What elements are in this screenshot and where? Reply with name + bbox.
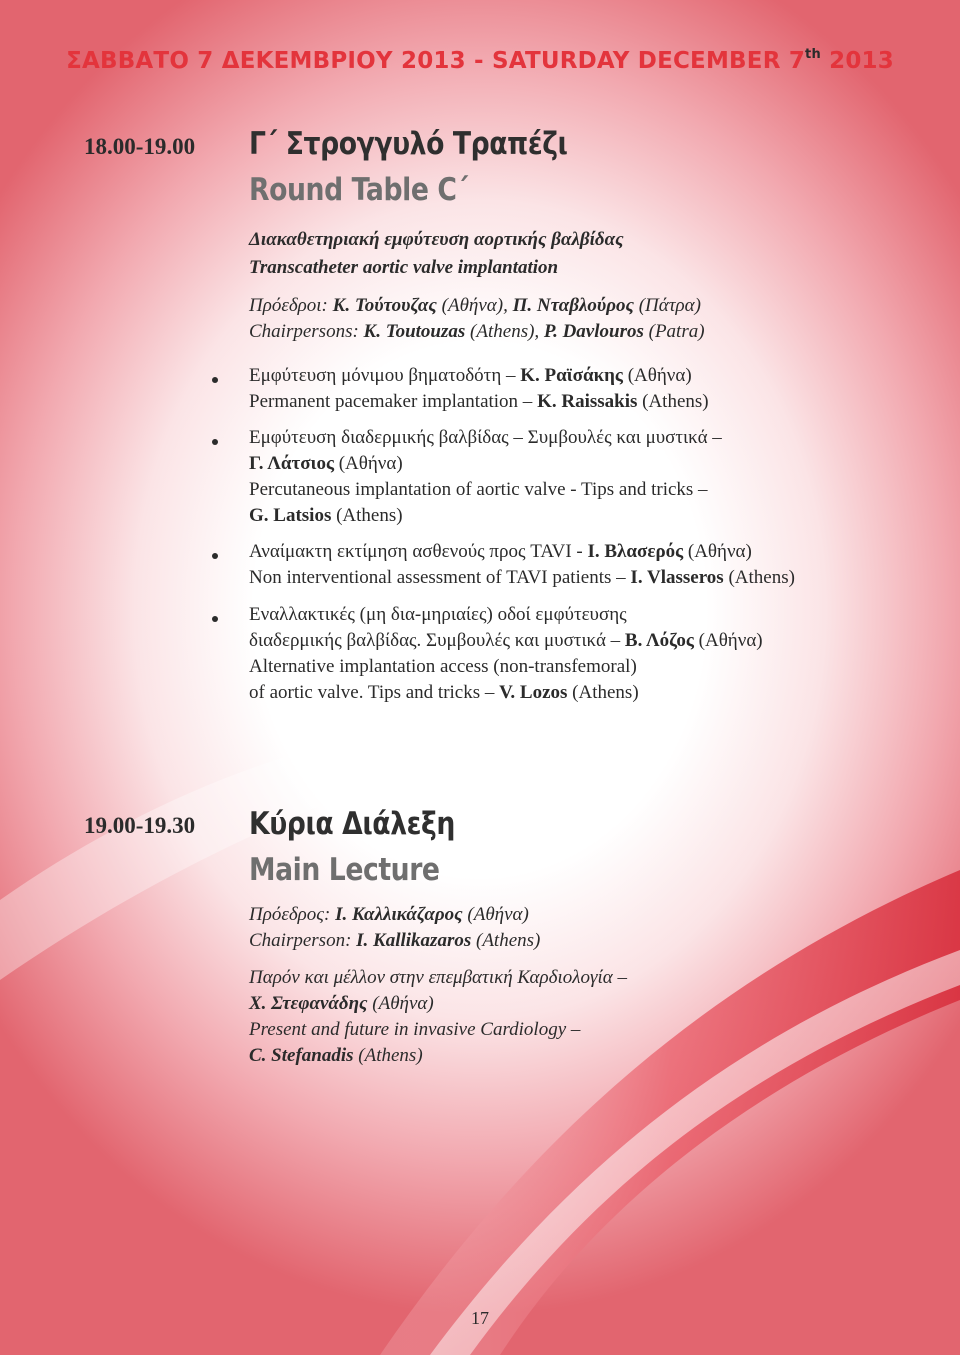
talk-text: Εμφύτευση μόνιμου βηματοδότη – (249, 365, 521, 386)
chairpersons-greek (249, 295, 701, 317)
bullet-icon (212, 616, 218, 622)
session-subtitle-english: Transcatheter aortic valve implantation (249, 257, 559, 278)
chairperson-english (249, 930, 540, 952)
chair-place: (Αθήνα) (462, 904, 529, 925)
speaker-name: Γ. Λάτσιος (249, 453, 334, 474)
lecture-speaker-english (249, 1045, 423, 1067)
chair-name: I. Kallikazaros (356, 930, 472, 951)
session-title-english: Main Lecture (249, 852, 440, 888)
talk-text: Permanent pacemaker implantation – (249, 391, 538, 412)
lecture-speaker-greek (249, 993, 434, 1015)
chair-name: Ι. Καλλικάζαρος (335, 904, 463, 925)
speaker-place: (Athens) (637, 391, 709, 412)
chair-name: K. Toutouzas (363, 321, 466, 342)
bullet-icon (212, 377, 218, 383)
header-english-date: SATURDAY DECEMBER 7 (491, 48, 806, 74)
talk-line: Εμφύτευση διαδερμικής βαλβίδας – Συμβουλές και μυστικά – (249, 427, 722, 448)
chair-name: Π. Νταβλούρος (512, 295, 634, 316)
talk-line (249, 391, 709, 413)
bullet-icon (212, 553, 218, 559)
chair-place: (Αθήνα), (436, 295, 513, 316)
speaker-name: K. Raissakis (537, 391, 638, 412)
talk-line (249, 682, 639, 704)
speaker-place: (Αθήνα) (333, 453, 403, 474)
speaker-place: (Athens) (567, 682, 639, 703)
chair-prefix: Πρόεδροι: (249, 295, 333, 316)
chair-prefix: Chairperson: (249, 930, 357, 951)
talk-text: Αναίμακτη εκτίμηση ασθενούς προς TAVI - (249, 541, 588, 562)
chair-prefix: Chairpersons: (249, 321, 364, 342)
speaker-place: (Αθήνα) (693, 630, 763, 651)
speaker-name: V. Lozos (499, 682, 568, 703)
lecture-title-greek: Παρόν και μέλλον στην επεμβατική Καρδιολογία – (249, 967, 627, 988)
session-time: 19.00-19.30 (84, 813, 196, 838)
speaker-name: Χ. Στεφανάδης (249, 993, 368, 1014)
talk-text: Non interventional assessment of TAVI patients – (249, 567, 631, 588)
session-subtitle-greek: Διακαθετηριακή εμφύτευση αορτικής βαλβίδας (249, 229, 624, 250)
chair-place: (Πάτρα) (633, 295, 701, 316)
page-number: 17 (471, 1308, 489, 1328)
speaker-place: (Αθήνα) (683, 541, 752, 562)
page-header (0, 47, 960, 74)
talk-line (249, 365, 692, 387)
talk-line (249, 453, 403, 475)
chair-place: (Patra) (643, 321, 705, 342)
session-time: 18.00-19.00 (84, 134, 196, 159)
header-year: 2013 (820, 48, 894, 74)
speaker-name: Β. Λόζος (624, 630, 694, 651)
chair-place: (Athens) (471, 930, 541, 951)
chairperson-greek (249, 904, 529, 926)
chair-name: Κ. Τούτουζας (332, 295, 437, 316)
talk-line: Εναλλακτικές (μη δια-μηριαίες) οδοί εμφύτευσης (249, 604, 627, 625)
session-title-greek: Γ΄ Στρογγυλό Τραπέζι (249, 126, 568, 162)
chair-place: (Athens), (465, 321, 544, 342)
chairpersons-english (249, 321, 705, 343)
lecture-title-english: Present and future in invasive Cardiology – (249, 1019, 581, 1040)
speaker-name: Κ. Ραϊσάκης (520, 365, 623, 386)
talk-text: of aortic valve. Tips and tricks – (249, 682, 500, 703)
talk-line: Percutaneous implantation of aortic valve - Tips and tricks – (249, 479, 708, 500)
speaker-name: Ι. Βλασερός (587, 541, 684, 562)
bullet-icon (212, 439, 218, 445)
speaker-name: I. Vlasseros (630, 567, 724, 588)
session-title-english: Round Table C΄ (249, 172, 468, 208)
talk-text: διαδερμικής βαλβίδας. Συμβουλές και μυστικά – (249, 630, 625, 651)
talk-line (249, 630, 763, 652)
chair-name: P. Davlouros (543, 321, 644, 342)
speaker-place: (Athens) (331, 505, 403, 526)
talk-line (249, 505, 403, 527)
header-greek-date: ΣΑΒΒΑΤΟ 7 ΔΕΚΕΜΒΡΙΟΥ 2013 - (66, 48, 492, 74)
speaker-place: (Athens) (723, 567, 795, 588)
talk-line (249, 541, 752, 563)
speaker-place: (Athens) (353, 1045, 423, 1066)
chair-prefix: Πρόεδρος: (249, 904, 336, 925)
session-title-greek: Κύρια Διάλεξη (249, 806, 455, 842)
speaker-place: (Αθήνα) (367, 993, 434, 1014)
speaker-place: (Αθήνα) (622, 365, 692, 386)
talk-line (249, 567, 795, 589)
speaker-name: G. Latsios (249, 505, 332, 526)
talk-line: Alternative implantation access (non-transfemoral) (249, 656, 637, 677)
header-date-superscript: th (805, 47, 821, 62)
speaker-name: C. Stefanadis (249, 1045, 354, 1066)
